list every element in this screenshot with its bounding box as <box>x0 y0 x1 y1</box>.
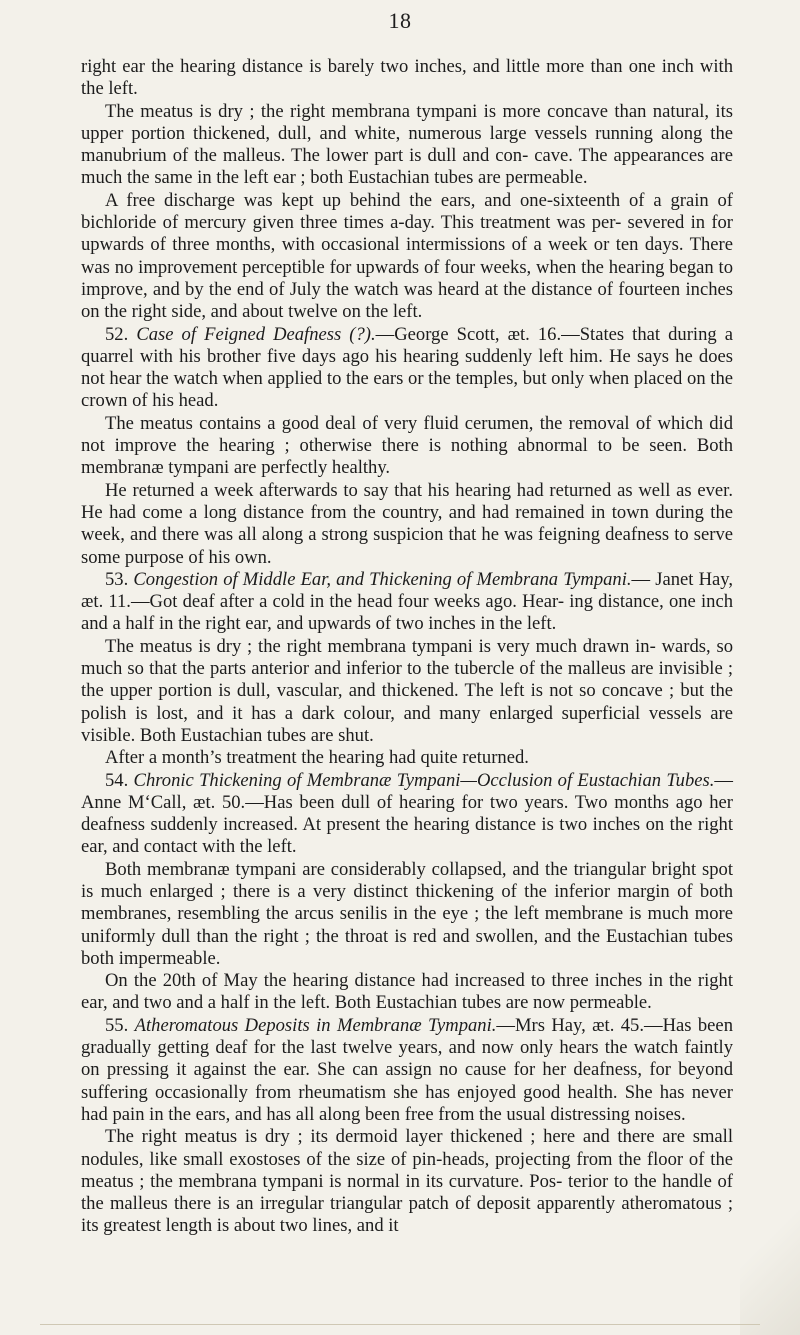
paragraph-text: Both membranæ tympani are considerably collapsed, and the triangular bright spot is much enlarged ; there is a very distinct thickening of the inferior margin of both membranes, resembling the arcus senilis in the eye ; the left membrane is much more uniformly dull than the right ; the throat is red and swollen, and the Eustachian tubes both impermeable. <box>81 858 733 969</box>
paragraph-text: —Anne M‘Call, æt. 50.—Has been dull of hearing for two years. Two months ago her deafness suddenly increased. At present the hearing distance is two inches on the right ear, and contact with the left. <box>81 769 733 858</box>
page-bottom-edge <box>40 1324 760 1325</box>
page-number: 18 <box>388 8 412 33</box>
page-edge-shadow <box>740 1180 800 1335</box>
paragraph <box>81 1126 733 1237</box>
paragraph <box>81 970 733 1015</box>
paragraph <box>81 747 733 769</box>
case-number: 52. <box>105 323 129 345</box>
paragraph <box>81 480 733 569</box>
paragraph-text: On the 20th of May the hearing distance had increased to three inches in the right ear, and two and a half in the left. Both Eustachian tubes are now permeable. <box>81 970 733 1014</box>
paragraph-text: The meatus is dry ; the right membrana tympani is very much drawn in- wards, so much so that the parts anterior and inferior to the tubercle of the malleus are invisible ; the upper portion is dull, vascular, and thickened. The left is not so concave ; but the polish is lost, and it has a dark colour, and many enlarged superficial vessels are visible. Both Eustachian tubes are shut. <box>81 635 733 746</box>
case-title: Chronic Thickening of Membranæ Tympani—Occlusion of Eustachian Tubes. <box>133 769 715 791</box>
paragraph-text: — Janet Hay, æt. 11.—Got deaf after a cold in the head four weeks ago. Hear- ing distance, one inch and a half in the right ear, and upwards of two inches in the left. <box>81 568 733 635</box>
case-number: 55. <box>105 1014 129 1036</box>
case-number: 53. <box>105 568 129 590</box>
paragraph-text: —Mrs Hay, æt. 45.—Has been gradually getting deaf for the last twelve years, and now only hears the watch faintly on pressing it against the ear. She can assign no cause for her deafness, for beyond suffering occasionally from rheumatism she has enjoyed good health. She has never had pain in the ears, and has all along been free from the usual distressing noises. <box>81 1014 733 1125</box>
case-paragraph <box>81 770 733 859</box>
paragraph-text: The meatus contains a good deal of very fluid cerumen, the removal of which did not improve the hearing ; otherwise there is nothing abnormal to be seen. Both membranæ tympani are perfectly healthy. <box>81 412 733 479</box>
paragraph-text: The meatus is dry ; the right membrana tympani is more concave than natural, its upper portion thickened, dull, and white, numerous large vessels running along the manubrium of the malleus. The lower part is dull and con- cave. The appearances are much the same in the left ear ; both Eustachian tubes are permeable. <box>81 100 733 189</box>
paragraph <box>81 190 733 324</box>
paragraph <box>81 413 733 480</box>
case-paragraph <box>81 569 733 636</box>
case-title: Congestion of Middle Ear, and Thickening of Membrana Tympani. <box>133 568 632 590</box>
paragraph <box>81 859 733 970</box>
paragraph <box>81 101 733 190</box>
paragraph-text: After a month’s treatment the hearing had quite returned. <box>105 747 529 769</box>
body-text <box>81 56 733 1238</box>
paragraph-text: The right meatus is dry ; its dermoid layer thickened ; here and there are small nodules, like small exostoses of the size of pin-heads, projecting from the floor of the meatus ; the membrana tympani is normal in its curvature. Pos- terior to the handle of the malleus there is an irregular triangular patch of deposit apparently atheromatous ; its greatest length is about two lines, and it <box>81 1126 733 1237</box>
case-paragraph <box>81 324 733 413</box>
paragraph-text: He returned a week afterwards to say that his hearing had returned as well as ever. He had come a long distance from the country, and had remained in town during the week, and there was all along a strong suspicion that he was feigning deafness to serve some purpose of his own. <box>81 479 733 568</box>
case-title: Atheromatous Deposits in Membranæ Tympani. <box>134 1014 497 1036</box>
paragraph-text: A free discharge was kept up behind the ears, and one-sixteenth of a grain of bichloride of mercury given three times a-day. This treatment was per- severed in for upwards of three months, with occasional intermissions of a week or ten days. There was no improvement perceptible for upwards of four weeks, when the hearing began to improve, and by the end of July the watch was heard at the distance of fourteen inches on the right side, and about twelve on the left. <box>81 189 733 323</box>
case-title: Case of Feigned Deafness (?). <box>136 323 376 345</box>
case-number: 54. <box>105 769 129 791</box>
paragraph <box>81 636 733 747</box>
paragraph-text: right ear the hearing distance is barely two inches, and little more than one inch with the left. <box>81 56 733 100</box>
paragraph <box>81 56 733 101</box>
paragraph-text: —George Scott, æt. 16.—States that during a quarrel with his brother five days ago his hearing suddenly left him. He says he does not hear the watch when applied to the ears or the temples, but only when placed on the crown of his head. <box>81 323 733 412</box>
case-paragraph <box>81 1015 733 1126</box>
